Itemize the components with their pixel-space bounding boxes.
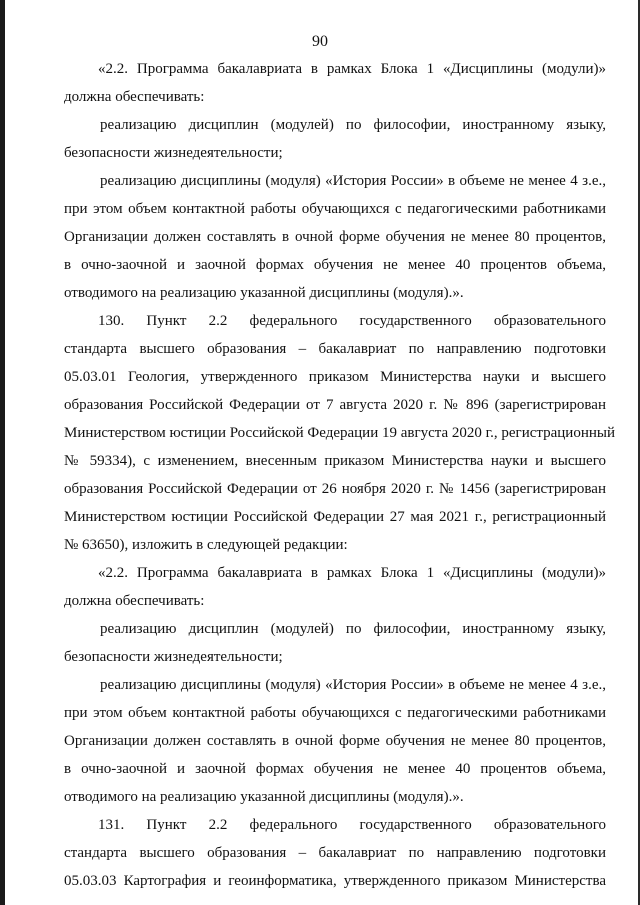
text-line: образования Российской Федерации от 26 ноября 2020 г. № 1456 (зарегистрирован xyxy=(64,481,606,497)
text-line: образования Российской Федерации от 7 августа 2020 г. № 896 (зарегистрирован xyxy=(64,397,606,413)
text-line: стандарта высшего образования – бакалавриат по направлению подготовки xyxy=(64,341,606,357)
document-body xyxy=(64,58,615,898)
text-line: безопасности жизнедеятельности; xyxy=(64,649,283,665)
text-line: «2.2. Программа бакалавриата в рамках Блока 1 «Дисциплины (модули)» xyxy=(98,61,606,77)
text-line: при этом объем контактной работы обучающихся с педагогическими работниками xyxy=(64,201,606,217)
text-line: безопасности жизнедеятельности; xyxy=(64,145,283,161)
text-line: реализацию дисциплины (модуля) «История России» в объеме не менее 4 з.е., xyxy=(100,173,606,189)
text-line: отводимого на реализацию указанной дисциплины (модуля).». xyxy=(64,789,464,805)
text-line: реализацию дисциплины (модуля) «История России» в объеме не менее 4 з.е., xyxy=(100,677,606,693)
text-line: «2.2. Программа бакалавриата в рамках Блока 1 «Дисциплины (модули)» xyxy=(98,565,606,581)
text-line: должна обеспечивать: xyxy=(64,89,205,105)
page-number: 90 xyxy=(312,33,328,50)
text-line: реализацию дисциплин (модулей) по философии, иностранному языку, xyxy=(100,621,606,637)
text-line: в очно-заочной и заочной формах обучения не менее 40 процентов объема, xyxy=(64,761,606,777)
text-line: 05.03.03 Картография и геоинформатика, утвержденного приказом Министерства xyxy=(64,873,606,889)
text-line: Министерством юстиции Российской Федерации 19 августа 2020 г., регистрационный xyxy=(64,425,615,441)
text-line: реализацию дисциплин (модулей) по философии, иностранному языку, xyxy=(100,117,606,133)
text-line: стандарта высшего образования – бакалавриат по направлению подготовки xyxy=(64,845,606,861)
text-line: Министерством юстиции Российской Федерации 27 мая 2021 г., регистрационный xyxy=(64,509,606,525)
text-line: № 59334), с изменением, внесенным приказом Министерства науки и высшего xyxy=(64,453,606,469)
text-line: 131. Пункт 2.2 федерального государственного образовательного xyxy=(98,817,606,833)
text-line: Организации должен составлять в очной форме обучения не менее 80 процентов, xyxy=(64,229,606,245)
text-line: № 63650), изложить в следующей редакции: xyxy=(64,537,348,553)
text-line: отводимого на реализацию указанной дисциплины (модуля).». xyxy=(64,285,464,301)
text-line: в очно-заочной и заочной формах обучения не менее 40 процентов объема, xyxy=(64,257,606,273)
text-line: 130. Пункт 2.2 федерального государственного образовательного xyxy=(98,313,606,329)
text-line: должна обеспечивать: xyxy=(64,593,205,609)
text-line: Организации должен составлять в очной форме обучения не менее 80 процентов, xyxy=(64,733,606,749)
text-line: при этом объем контактной работы обучающихся с педагогическими работниками xyxy=(64,705,606,721)
text-line: 05.03.01 Геология, утвержденного приказом Министерства науки и высшего xyxy=(64,369,606,385)
